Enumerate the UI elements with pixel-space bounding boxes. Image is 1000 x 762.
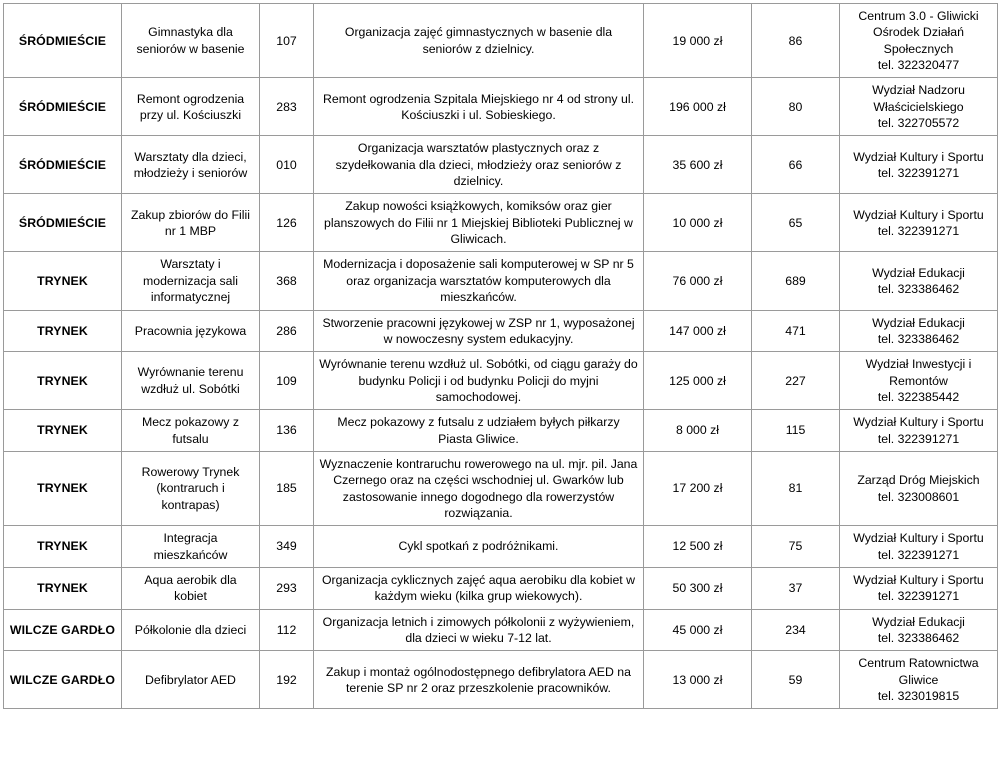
- cell-project-title: Zakup zbiorów do Filii nr 1 MBP: [122, 194, 260, 252]
- table-row: [4, 194, 998, 252]
- table-row: [4, 526, 998, 568]
- cell-district: TRYNEK: [4, 451, 122, 525]
- cell-responsible-unit: Wydział Kultury i Sportu tel. 322391271: [840, 194, 998, 252]
- cell-votes: 471: [752, 310, 840, 352]
- cell-votes: 234: [752, 609, 840, 651]
- cell-project-title: Defibrylator AED: [122, 651, 260, 709]
- cell-project-code: 126: [260, 194, 314, 252]
- cell-amount: 147 000 zł: [644, 310, 752, 352]
- cell-project-title: Rowerowy Trynek (kontraruch i kontrapas): [122, 451, 260, 525]
- cell-amount: 45 000 zł: [644, 609, 752, 651]
- cell-district: WILCZE GARDŁO: [4, 651, 122, 709]
- cell-district: ŚRÓDMIEŚCIE: [4, 136, 122, 194]
- cell-project-title: Półkolonie dla dzieci: [122, 609, 260, 651]
- cell-description: Wyznaczenie kontraruchu rowerowego na ul. mjr. pil. Jana Czernego oraz na części wschodniej ul. Gwarków lub zastosowanie innego dogodnego dla rowerzystów rozwiązania.: [314, 451, 644, 525]
- cell-responsible-unit: Wydział Kultury i Sportu tel. 322391271: [840, 136, 998, 194]
- cell-project-title: Warsztaty i modernizacja sali informatycznej: [122, 252, 260, 310]
- cell-district: TRYNEK: [4, 310, 122, 352]
- cell-responsible-unit: Wydział Nadzoru Właścicielskiego tel. 322705572: [840, 78, 998, 136]
- cell-votes: 689: [752, 252, 840, 310]
- cell-description: Modernizacja i doposażenie sali komputerowej w SP nr 5 oraz organizacja warsztatów komputerowych dla mieszkańców.: [314, 252, 644, 310]
- cell-amount: 196 000 zł: [644, 78, 752, 136]
- cell-project-title: Integracja mieszkańców: [122, 526, 260, 568]
- cell-description: Mecz pokazowy z futsalu z udziałem byłych piłkarzy Piasta Gliwice.: [314, 410, 644, 452]
- cell-district: TRYNEK: [4, 352, 122, 410]
- cell-description: Wyrównanie terenu wzdłuż ul. Sobótki, od ciągu garaży do budynku Policji i od budynku Policji do myjni samochodowej.: [314, 352, 644, 410]
- cell-amount: 8 000 zł: [644, 410, 752, 452]
- cell-project-code: 283: [260, 78, 314, 136]
- cell-project-code: 349: [260, 526, 314, 568]
- cell-district: WILCZE GARDŁO: [4, 609, 122, 651]
- cell-votes: 66: [752, 136, 840, 194]
- budget-projects-table: [3, 3, 998, 709]
- cell-amount: 13 000 zł: [644, 651, 752, 709]
- cell-responsible-unit: Wydział Kultury i Sportu tel. 322391271: [840, 526, 998, 568]
- cell-district: ŚRÓDMIEŚCIE: [4, 78, 122, 136]
- cell-project-code: 136: [260, 410, 314, 452]
- cell-project-code: 109: [260, 352, 314, 410]
- cell-votes: 59: [752, 651, 840, 709]
- cell-responsible-unit: Wydział Edukacji tel. 323386462: [840, 252, 998, 310]
- table-row: [4, 136, 998, 194]
- cell-project-title: Wyrównanie terenu wzdłuż ul. Sobótki: [122, 352, 260, 410]
- cell-amount: 10 000 zł: [644, 194, 752, 252]
- cell-votes: 80: [752, 78, 840, 136]
- cell-project-title: Mecz pokazowy z futsalu: [122, 410, 260, 452]
- cell-project-code: 112: [260, 609, 314, 651]
- cell-responsible-unit: Zarząd Dróg Miejskich tel. 323008601: [840, 451, 998, 525]
- cell-project-code: 185: [260, 451, 314, 525]
- cell-amount: 17 200 zł: [644, 451, 752, 525]
- table-row: [4, 609, 998, 651]
- cell-amount: 19 000 zł: [644, 4, 752, 78]
- cell-votes: 227: [752, 352, 840, 410]
- cell-description: Zakup nowości książkowych, komiksów oraz gier planszowych do Filii nr 1 Miejskiej Biblioteki Publicznej w Gliwicach.: [314, 194, 644, 252]
- table-row: [4, 252, 998, 310]
- cell-project-title: Warsztaty dla dzieci, młodzieży i seniorów: [122, 136, 260, 194]
- cell-district: ŚRÓDMIEŚCIE: [4, 4, 122, 78]
- table-row: [4, 651, 998, 709]
- table-row: [4, 567, 998, 609]
- cell-district: ŚRÓDMIEŚCIE: [4, 194, 122, 252]
- cell-project-code: 368: [260, 252, 314, 310]
- cell-votes: 86: [752, 4, 840, 78]
- cell-votes: 75: [752, 526, 840, 568]
- cell-votes: 81: [752, 451, 840, 525]
- cell-responsible-unit: Wydział Inwestycji i Remontów tel. 322385442: [840, 352, 998, 410]
- cell-district: TRYNEK: [4, 526, 122, 568]
- cell-district: TRYNEK: [4, 567, 122, 609]
- cell-responsible-unit: Centrum Ratownictwa Gliwice tel. 323019815: [840, 651, 998, 709]
- cell-project-title: Pracownia językowa: [122, 310, 260, 352]
- table-row: [4, 352, 998, 410]
- cell-project-code: 107: [260, 4, 314, 78]
- table-row: [4, 451, 998, 525]
- cell-description: Organizacja warsztatów plastycznych oraz z szydełkowania dla dzieci, młodzieży oraz seniorów z dzielnicy.: [314, 136, 644, 194]
- cell-description: Organizacja zajęć gimnastycznych w basenie dla seniorów z dzielnicy.: [314, 4, 644, 78]
- cell-description: Remont ogrodzenia Szpitala Miejskiego nr 4 od strony ul. Kościuszki i ul. Sobieskiego.: [314, 78, 644, 136]
- cell-amount: 50 300 zł: [644, 567, 752, 609]
- cell-district: TRYNEK: [4, 410, 122, 452]
- cell-responsible-unit: Wydział Kultury i Sportu tel. 322391271: [840, 567, 998, 609]
- cell-responsible-unit: Wydział Edukacji tel. 323386462: [840, 310, 998, 352]
- cell-amount: 125 000 zł: [644, 352, 752, 410]
- table-row: [4, 310, 998, 352]
- cell-project-title: Remont ogrodzenia przy ul. Kościuszki: [122, 78, 260, 136]
- cell-project-code: 192: [260, 651, 314, 709]
- cell-votes: 115: [752, 410, 840, 452]
- cell-project-code: 010: [260, 136, 314, 194]
- table-body: [4, 4, 998, 709]
- table-row: [4, 78, 998, 136]
- cell-project-code: 286: [260, 310, 314, 352]
- cell-project-code: 293: [260, 567, 314, 609]
- cell-description: Stworzenie pracowni językowej w ZSP nr 1, wyposażonej w nowoczesny system edukacyjny.: [314, 310, 644, 352]
- cell-votes: 37: [752, 567, 840, 609]
- cell-amount: 35 600 zł: [644, 136, 752, 194]
- table-row: [4, 410, 998, 452]
- cell-project-title: Gimnastyka dla seniorów w basenie: [122, 4, 260, 78]
- cell-description: Organizacja cyklicznych zajęć aqua aerobiku dla kobiet w każdym wieku (kilka grup wiekowych).: [314, 567, 644, 609]
- cell-project-title: Aqua aerobik dla kobiet: [122, 567, 260, 609]
- cell-responsible-unit: Wydział Edukacji tel. 323386462: [840, 609, 998, 651]
- cell-responsible-unit: Centrum 3.0 - Gliwicki Ośrodek Działań Społecznych tel. 322320477: [840, 4, 998, 78]
- cell-amount: 12 500 zł: [644, 526, 752, 568]
- table-row: [4, 4, 998, 78]
- cell-district: TRYNEK: [4, 252, 122, 310]
- cell-description: Organizacja letnich i zimowych półkolonii z wyżywieniem, dla dzieci w wieku 7-12 lat.: [314, 609, 644, 651]
- cell-description: Cykl spotkań z podróżnikami.: [314, 526, 644, 568]
- cell-description: Zakup i montaż ogólnodostępnego defibrylatora AED na terenie SP nr 2 oraz przeszkolenie pracowników.: [314, 651, 644, 709]
- cell-responsible-unit: Wydział Kultury i Sportu tel. 322391271: [840, 410, 998, 452]
- cell-amount: 76 000 zł: [644, 252, 752, 310]
- cell-votes: 65: [752, 194, 840, 252]
